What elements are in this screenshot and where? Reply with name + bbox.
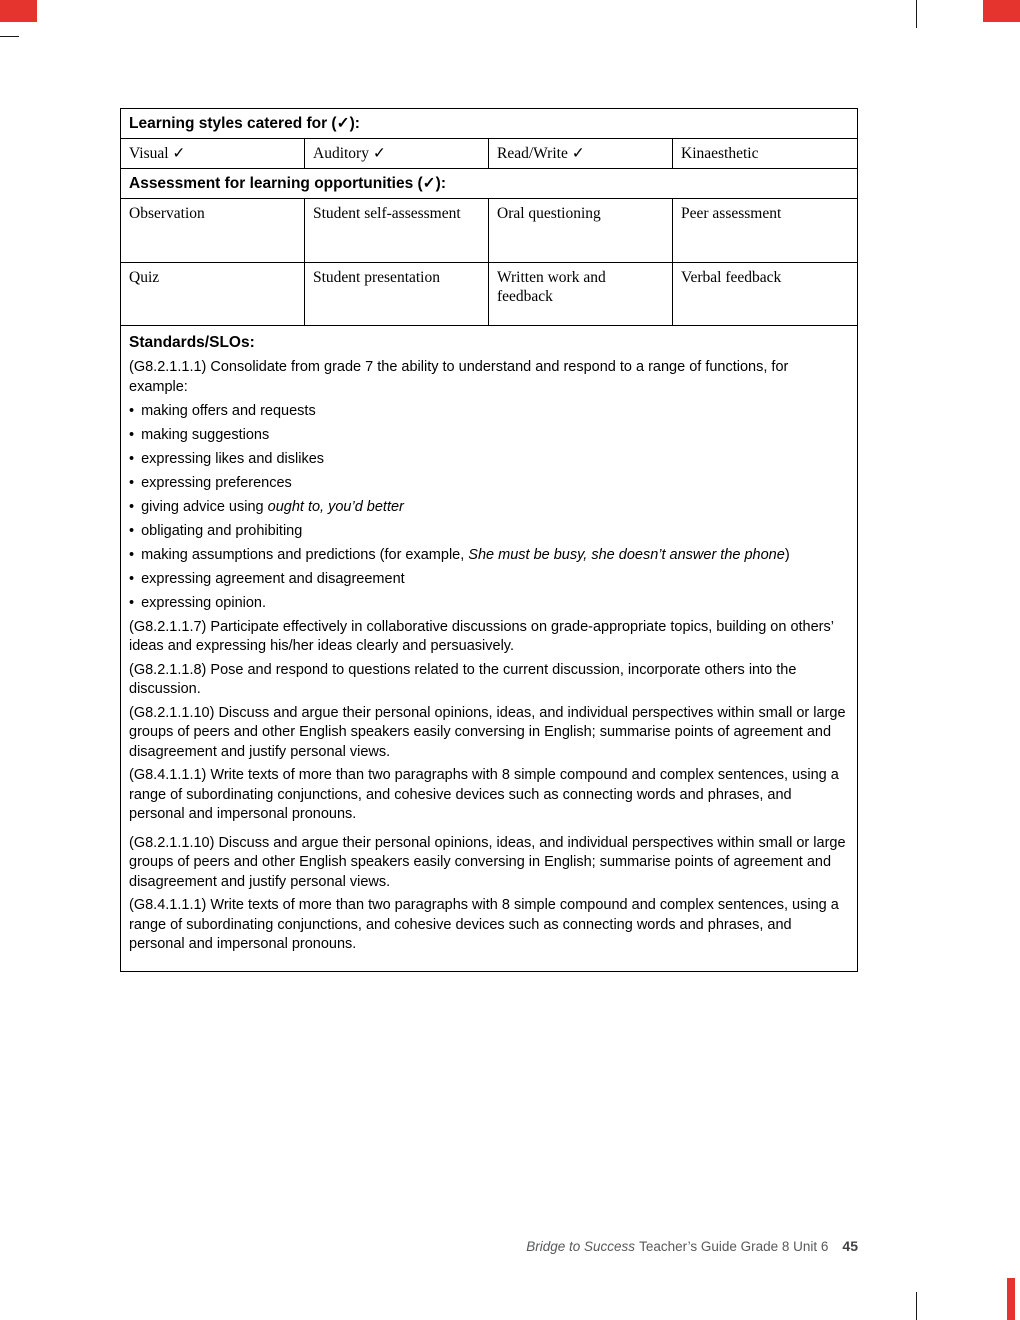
standards-paragraph: (G8.2.1.1.7) Participate effectively in collaborative discussions on grade-appropriate topics, building on others’ ideas and expressing his/her ideas clearly and persuasively. [129,618,834,654]
assessment-row-2 [121,263,857,326]
crop-mark-top-right [916,0,917,28]
standards-paragraph: (G8.2.1.1.8) Pose and respond to questions related to the current discussion, incorporate others into the discussion. [129,661,797,697]
bullet-text: expressing opinion. [141,594,267,611]
crop-mark-top-left [0,36,19,37]
assessment-cell: Quiz [121,263,305,325]
bullet-marker: • [129,450,135,467]
standards-paragraph: (G8.4.1.1.1) Write texts of more than two paragraphs with 8 simple compound and complex sentences, using a range of subordinating conjunctions, and cohesive devices such as connecting words and phrases, and personal and impersonal pronouns. [129,897,839,952]
bullet-text: expressing preferences [141,474,292,491]
assessment-cell: Written work and feedback [489,263,673,325]
bullet-item [129,450,849,470]
page-footer [526,1238,858,1254]
standards-paragraph: (G8.2.1.1.10) Discuss and argue their personal opinions, ideas, and individual perspectives within small or large groups of peers and other English speakers easily conversing in English; summarise points of agreement and disagreement and justify personal views. [129,834,846,890]
learning-styles-header: Learning styles catered for (✓): [121,109,857,139]
standards-section [121,326,857,971]
registration-mark-red-top-left [0,0,37,22]
assessment-cell: Peer assessment [681,205,782,222]
bullet-marker: • [129,402,135,419]
bullet-item [129,570,849,590]
bullet-item [129,498,849,518]
registration-mark-red-bottom-right [1007,1278,1015,1320]
bullet-marker: • [129,426,135,443]
standards-intro: (G8.2.1.1.1) Consolidate from grade 7 the ability to understand and respond to a range of functions, for example: [129,359,789,395]
assessment-header: Assessment for learning opportunities (✓): [121,169,857,199]
bullet-text-italic: ought to, you’d better [267,498,404,515]
bullet-marker: • [129,498,135,515]
standards-paragraph: (G8.2.1.1.10) Discuss and argue their personal opinions, ideas, and individual perspectives within small or large groups of peers and other English speakers easily conversing in English; summarise points of agreement and disagreement and justify personal views. [129,704,846,760]
assessment-cell: Verbal feedback [681,269,782,286]
page-number: 45 [842,1238,858,1254]
bullet-text: making suggestions [141,426,270,443]
assessment-cell: Student presentation [305,263,489,325]
bullet-item [129,426,849,446]
bullet-marker: • [129,546,135,563]
bullet-marker: • [129,594,135,611]
bullet-text: making offers and requests [141,402,316,419]
registration-mark-red-top-right [983,0,1020,22]
bullet-item [129,594,849,614]
assessment-cell: Oral questioning [489,199,673,262]
footer-book-title: Bridge to Success [526,1239,636,1254]
standards-header: Standards/SLOs: [129,334,255,351]
bullet-text: making assumptions and predictions (for example, [141,546,469,563]
bullet-marker: • [129,570,135,587]
bullet-text-italic: She must be busy, she doesn’t answer the phone [468,546,785,563]
bullet-text: expressing likes and dislikes [141,450,325,467]
bullet-text-post: ) [784,546,790,563]
bullet-marker: • [129,522,135,539]
bullet-text: giving advice using [141,498,268,515]
crop-mark-bottom-right [916,1292,917,1320]
bullet-marker: • [129,474,135,491]
lesson-info-table [120,108,858,972]
bullet-item [129,522,849,542]
learning-style-cell: Read/Write ✓ [489,139,673,168]
bullet-item [129,546,849,566]
learning-style-cell: Visual ✓ [121,139,305,168]
standards-paragraph: (G8.4.1.1.1) Write texts of more than two paragraphs with 8 simple compound and complex sentences, using a range of subordinating conjunctions, and cohesive devices such as connecting words and phrases, and personal and impersonal pronouns. [129,767,839,822]
assessment-cell: Student self-assessment [305,199,489,262]
bullet-text: expressing agreement and disagreement [141,570,405,587]
footer-text: Teacher’s Guide Grade 8 Unit 6 [639,1239,829,1254]
learning-style-cell: Auditory ✓ [305,139,489,168]
learning-styles-row [121,139,857,169]
learning-style-cell: Kinaesthetic [681,145,759,162]
bullet-item [129,402,849,422]
assessment-row-1 [121,199,857,263]
bullet-item [129,474,849,494]
assessment-cell: Observation [121,199,305,262]
bullet-text: obligating and prohibiting [141,522,303,539]
